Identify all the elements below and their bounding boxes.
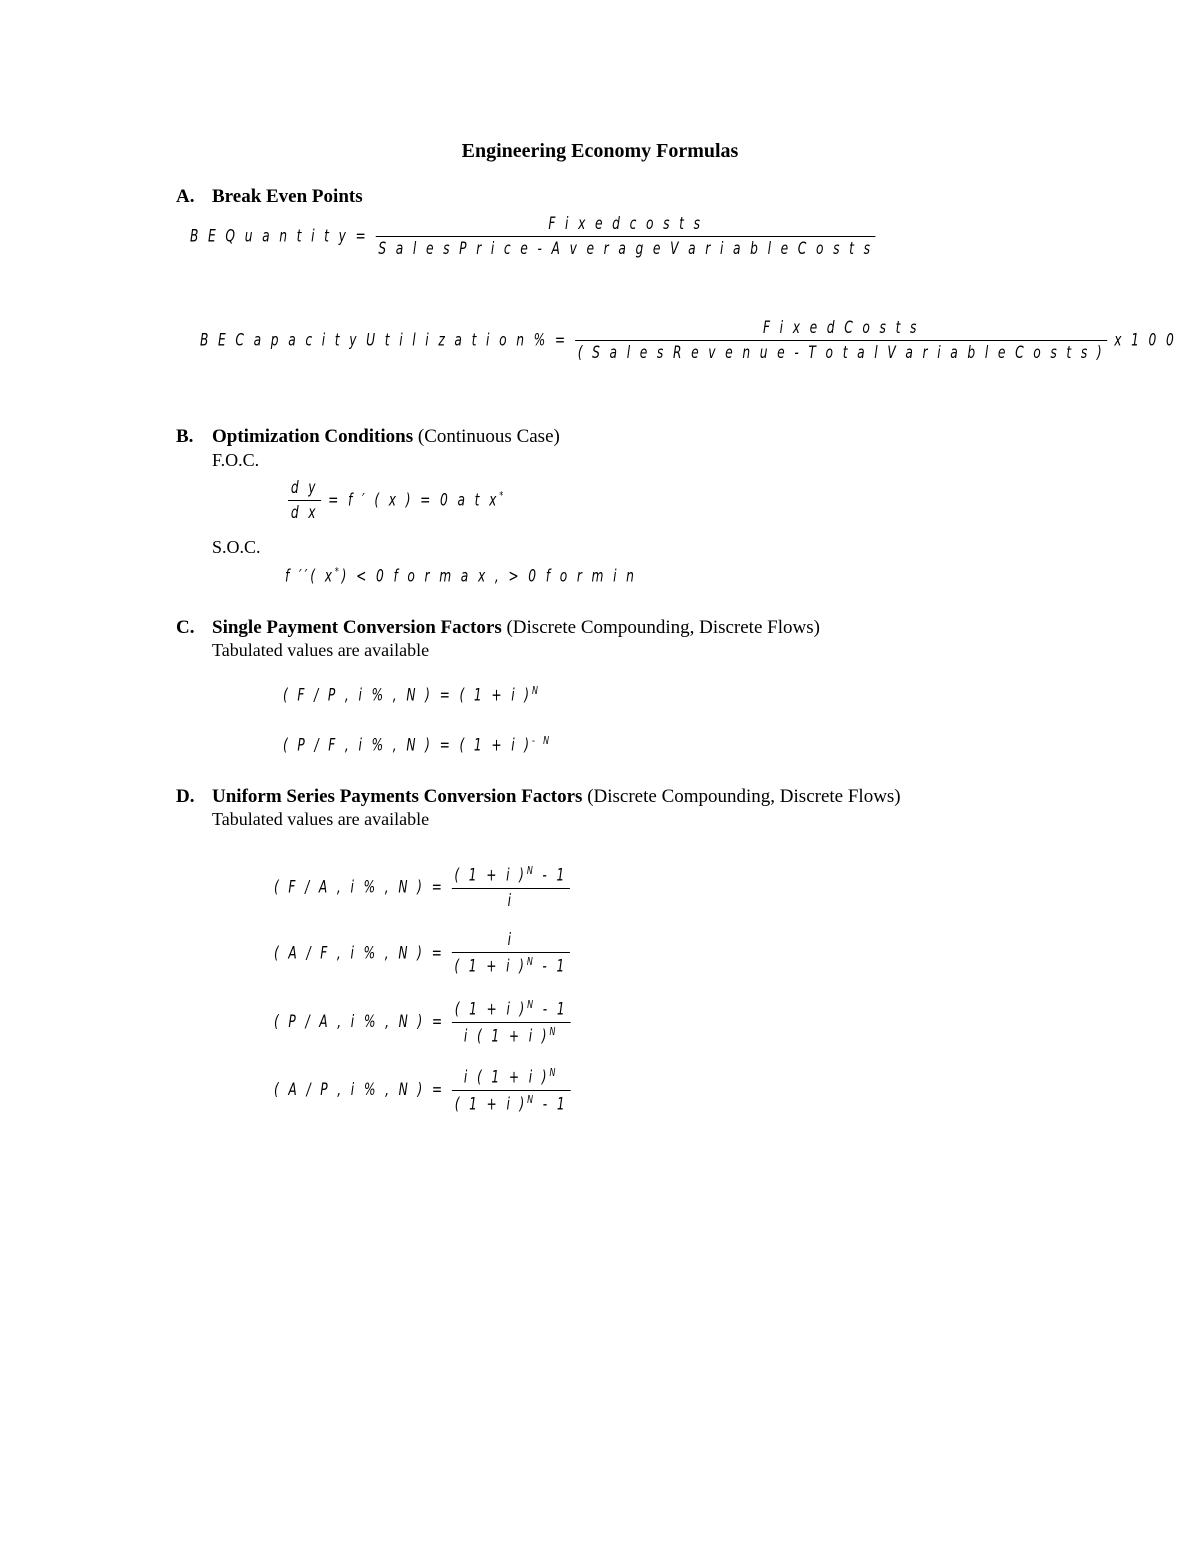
fa-lhs: ( F / A , i % , N ) = xyxy=(274,877,445,898)
af-lhs: ( A / F , i % , N ) = xyxy=(274,943,445,964)
section-a-letter: A. xyxy=(176,186,195,207)
pa-fraction xyxy=(452,998,571,1046)
pa-den-sup: N xyxy=(549,1024,559,1038)
break-even-quantity-formula xyxy=(190,214,876,259)
ap-numerator xyxy=(452,1066,571,1091)
soc-sup: * xyxy=(334,565,342,578)
fa-num-tail: - 1 xyxy=(535,865,568,886)
be-capacity-denominator: ( S a l e s R e v e n u e - T o t a l V a r i a b l e C o s t s ) xyxy=(577,343,1105,363)
pf-sup: - N xyxy=(531,734,552,747)
section-c-letter: C. xyxy=(176,617,195,638)
af-den-sup: N xyxy=(526,955,536,968)
pa-num-sup: N xyxy=(527,998,536,1011)
fa-num-sup: N xyxy=(526,864,536,877)
fa-numerator xyxy=(451,864,570,889)
fa-num-base: ( 1 + i ) xyxy=(454,865,527,886)
section-a-title: Break Even Points xyxy=(212,186,363,207)
f-given-p-formula xyxy=(283,684,541,706)
a-given-f-formula xyxy=(274,930,570,977)
break-even-capacity-formula xyxy=(200,318,1177,363)
fp-lhs: ( F / P , i % , N ) = ( 1 + i ) xyxy=(283,685,532,706)
first-order-condition-formula xyxy=(288,478,506,523)
ap-lhs: ( A / P , i % , N ) = xyxy=(274,1080,446,1101)
ap-denominator xyxy=(452,1091,571,1115)
fp-sup: N xyxy=(531,684,541,697)
section-b-heading xyxy=(176,426,560,448)
section-d-subtitle: (Discrete Compounding, Discrete Flows) xyxy=(587,786,901,807)
section-d-note: Tabulated values are available xyxy=(212,809,430,829)
ap-num-sup: N xyxy=(549,1066,559,1079)
p-given-a-formula xyxy=(274,998,570,1046)
section-b-title: Optimization Conditions xyxy=(212,426,414,447)
fa-fraction xyxy=(451,864,570,911)
document-title: Engineering Economy Formulas xyxy=(461,140,739,162)
pa-lhs: ( P / A , i % , N ) = xyxy=(274,1012,446,1033)
section-c-subtitle: (Discrete Compounding, Discrete Flows) xyxy=(506,617,820,638)
pa-numerator xyxy=(452,998,571,1023)
foc-label: F.O.C. xyxy=(212,450,260,470)
ap-num-base: i ( 1 + i ) xyxy=(463,1067,550,1088)
ap-den-tail: - 1 xyxy=(535,1094,568,1115)
section-d-letter: D. xyxy=(176,786,195,807)
section-a-heading xyxy=(176,186,363,208)
section-d-title: Uniform Series Payments Conversion Factors xyxy=(212,786,583,807)
pf-lhs: ( P / F , i % , N ) = ( 1 + i ) xyxy=(283,735,532,756)
a-given-p-formula xyxy=(274,1066,570,1114)
f-given-a-formula xyxy=(274,864,570,911)
foc-fraction xyxy=(288,478,321,523)
soc-label: S.O.C. xyxy=(212,537,261,557)
af-den-tail: - 1 xyxy=(535,956,568,977)
foc-rhs: = f ′ ( x ) = 0 a t x xyxy=(328,490,500,511)
af-den-base: ( 1 + i ) xyxy=(454,956,527,977)
section-c-heading xyxy=(176,617,820,639)
ap-den-base: ( 1 + i ) xyxy=(454,1094,528,1115)
pa-num-tail: - 1 xyxy=(535,999,568,1020)
be-capacity-multiplier: x 1 0 0 xyxy=(1114,330,1177,351)
be-capacity-fraction xyxy=(575,318,1108,363)
be-capacity-lhs: B E C a p a c i t y U t i l i z a t i o n % = xyxy=(200,330,569,351)
pa-den-base: i ( 1 + i ) xyxy=(463,1026,550,1047)
af-fraction xyxy=(451,930,570,977)
soc-post: ) < 0 f o r m a x , > 0 f o r m i n xyxy=(341,566,637,587)
af-denominator xyxy=(451,953,570,977)
ap-den-sup: N xyxy=(527,1092,536,1106)
be-quantity-denominator: S a l e s P r i c e - A v e r a g e V a r i a b l e C o s t s xyxy=(378,239,873,259)
foc-rhs-sup: * xyxy=(499,488,507,502)
be-capacity-numerator: F i x e d C o s t s xyxy=(575,318,1108,341)
section-b-subtitle: (Continuous Case) xyxy=(417,426,560,447)
be-quantity-fraction xyxy=(375,214,875,259)
ap-fraction xyxy=(452,1066,571,1114)
pa-num-base: ( 1 + i ) xyxy=(454,999,528,1020)
foc-denominator: d x xyxy=(290,503,319,523)
section-c-note: Tabulated values are available xyxy=(212,640,430,660)
section-c-title: Single Payment Conversion Factors xyxy=(212,617,502,638)
foc-numerator: d y xyxy=(288,478,321,501)
af-numerator: i xyxy=(451,930,570,953)
p-given-f-formula xyxy=(283,734,552,756)
second-order-condition-formula xyxy=(285,565,637,587)
section-b-letter: B. xyxy=(176,426,194,447)
soc-pre: f ′′( x xyxy=(285,566,335,587)
be-quantity-numerator: F i x e d c o s t s xyxy=(375,214,875,237)
pa-denominator xyxy=(452,1023,571,1047)
section-d-heading xyxy=(176,786,901,808)
fa-denominator: i xyxy=(507,890,514,911)
be-quantity-lhs: B E Q u a n t i t y = xyxy=(190,226,369,247)
